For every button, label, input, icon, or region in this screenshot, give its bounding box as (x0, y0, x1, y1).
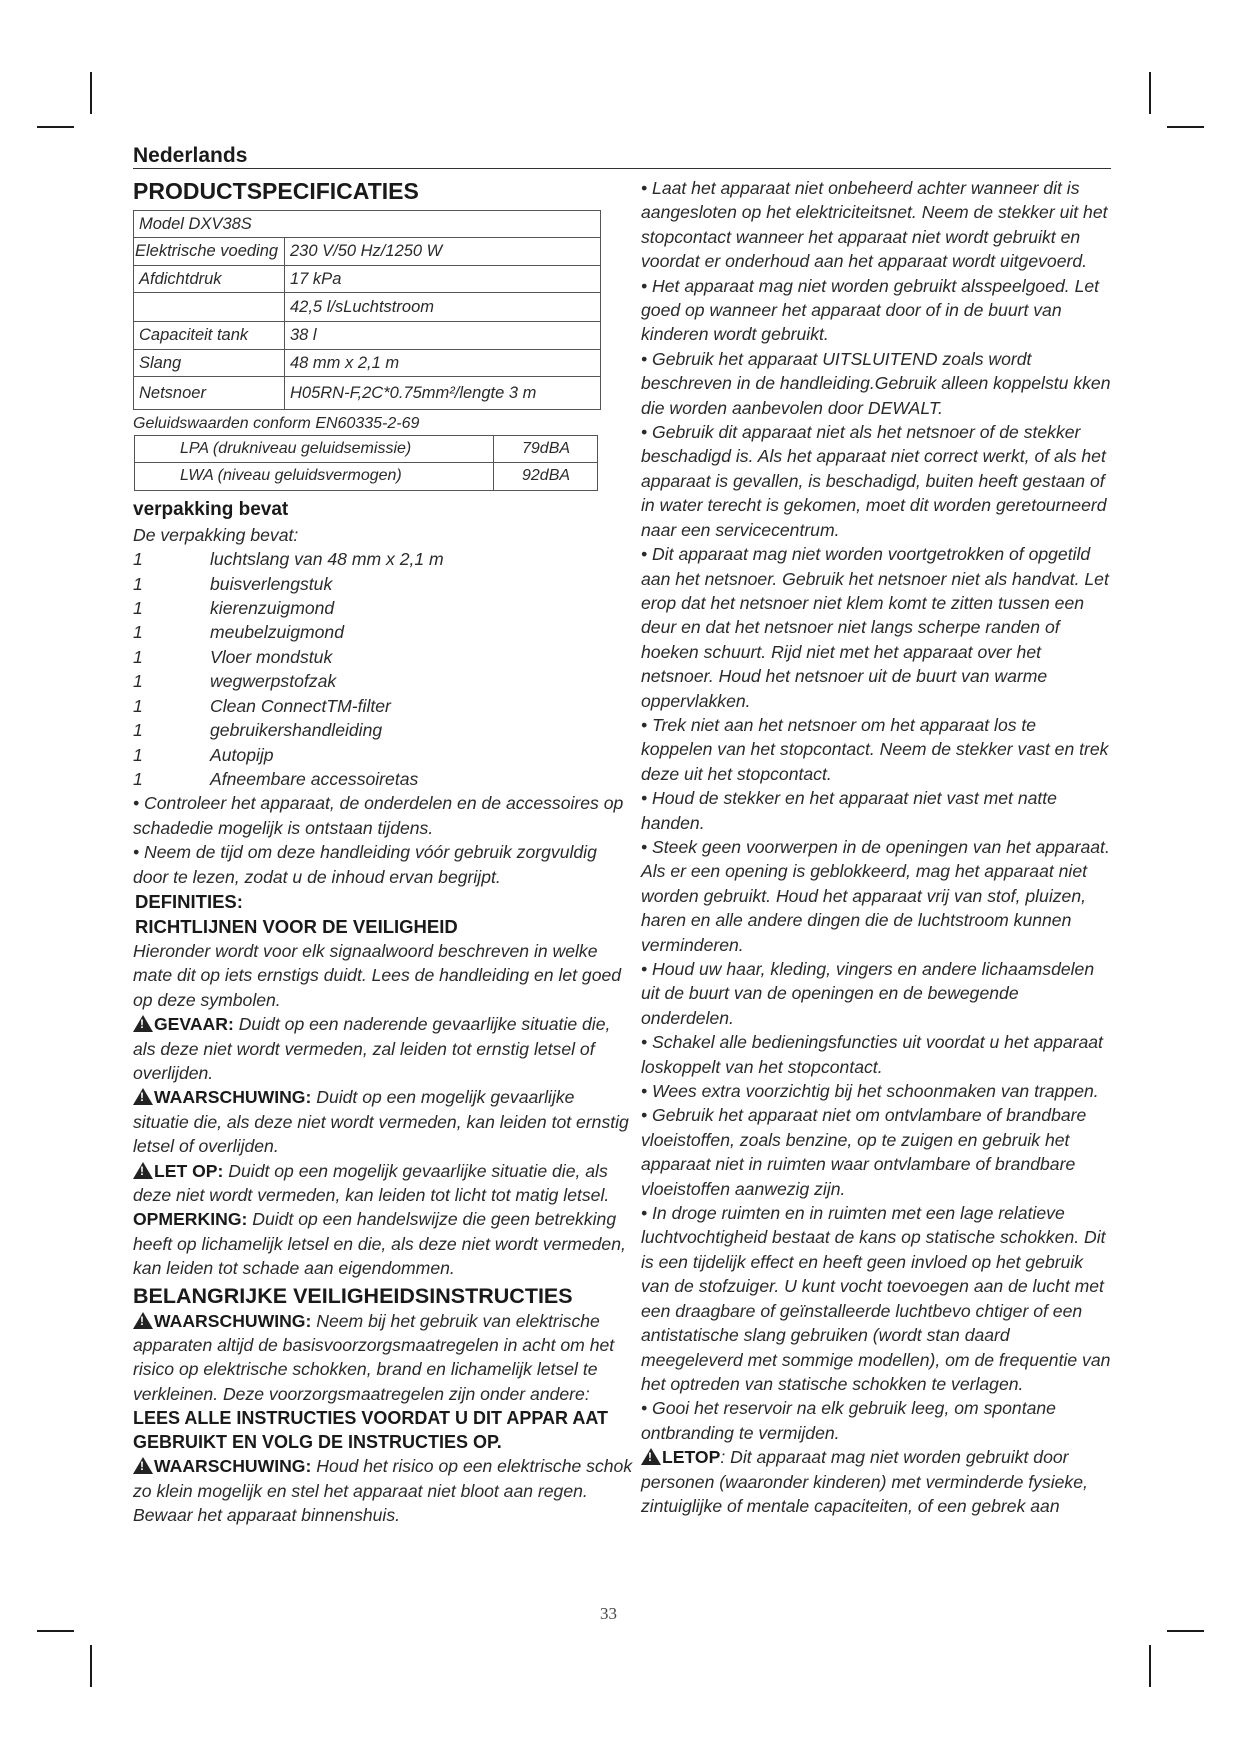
package-note: • Neem de tijd om deze handleiding vóór gebruik zorgvuldig door te lezen, zodat u de inhoud ervan begrijpt. (133, 842, 597, 887)
warning-rain (133, 1454, 633, 1527)
noise-row (135, 436, 598, 463)
definitions-title: DEFINITIES: (135, 890, 243, 912)
gevaar-definition (133, 1012, 633, 1085)
manual-page (133, 0, 1113, 1754)
warning-triangle-icon (641, 1448, 661, 1465)
crop-mark (90, 72, 92, 114)
spec-label: Slang (134, 349, 285, 376)
noise-caption: Geluidswaarden conform EN60335-2-69 (133, 415, 420, 433)
waarschuwing-text: Duidt op een mogelijk gevaarlijke situatie die, als deze niet wordt vermeden, kan leiden tot ernstig letsel of overlijden. (133, 1087, 629, 1157)
letop-text: Duidt op een mogelijk gevaarlijke situatie die, als deze niet wordt vermeden, kan leiden tot licht tot matig letsel. (133, 1160, 610, 1205)
package-qty: 1 (133, 622, 143, 643)
spec-label (134, 293, 285, 322)
warning-triangle-icon (133, 1015, 153, 1032)
specs-table (133, 210, 601, 410)
noise-value: 79dBA (494, 436, 598, 463)
right-column (641, 176, 1111, 1518)
spec-value: H05RN-F,2C*0.75mm²/lengte 3 m (285, 377, 601, 410)
package-name: Autopijp (210, 744, 274, 765)
package-item (133, 669, 633, 693)
safety-bullet: • Trek niet aan het netsnoer om het apparaat los te koppelen van het stopcontact. Neem de stekker vast en trek deze uit het stopcontact. (641, 714, 1109, 784)
safety-bullet: • Laat het apparaat niet onbeheerd achter wanneer dit is aangesloten op het elektriciteitsnet. Neem de stekker uit het stopcontact wanneer het apparaat niet wordt gebruikt en voordat er onderhoud aan het apparaat wordt uitgevoerd. (641, 178, 1108, 272)
package-title: verpakking bevat (133, 498, 289, 520)
package-qty: 1 (133, 768, 143, 789)
warning-label: WAARSCHUWING: (154, 1310, 312, 1331)
package-qty: 1 (133, 598, 143, 619)
safety-guidelines-title: RICHTLIJNEN VOOR DE VEILIGHEID (135, 915, 458, 937)
spec-row (134, 377, 601, 410)
noise-label: LWA (niveau geluidsvermogen) (135, 463, 494, 490)
package-item (133, 694, 633, 718)
package-qty: 1 (133, 744, 143, 765)
spec-label: Capaciteit tank (134, 322, 285, 349)
opmerking-text: Duidt op een handelswijze die geen betrekking heeft op lichamelijk letsel en die, als deze niet wordt vermeden, kan leiden tot schade aan eigendommen. (133, 1209, 626, 1279)
warning-text: Houd het risico op een elektrische schok zo klein mogelijk en stel het apparaat niet bloot aan regen. Bewaar het apparaat binnenshuis. (133, 1456, 633, 1526)
read-all-instructions: LEES ALLE INSTRUCTIES VOORDAT U DIT APPAR AAT GEBRUIKT EN VOLG DE INSTRUCTIES OP. (133, 1408, 609, 1453)
spec-value: 230 V/50 Hz/1250 W (285, 238, 601, 265)
spec-row (134, 265, 601, 292)
specs-title: PRODUCTSPECIFICATIES (133, 178, 419, 204)
spec-label: Netsnoer (134, 377, 285, 410)
crop-mark (1149, 72, 1151, 114)
safety-bullet: • Wees extra voorzichtig bij het schoonmaken van trappen. (641, 1081, 1099, 1102)
header-rule (133, 168, 1111, 169)
spec-row (134, 349, 601, 376)
spec-label: Afdichtdruk (134, 265, 285, 292)
package-name: luchtslang van 48 mm x 2,1 m (210, 549, 444, 570)
package-name: Clean ConnectTM-filter (210, 695, 391, 716)
package-name: buisverlengstuk (210, 573, 333, 594)
spec-row (134, 293, 601, 322)
warning-label: WAARSCHUWING: (154, 1456, 312, 1477)
safety-bullet: • Steek geen voorwerpen in de openingen van het apparaat. Als er een opening is geblokkeerd, mag het apparaat niet worden gebruikt. Houd het apparaat vrij van stof, pluizen, haren en alle andere dingen die de luchtstroom kunnen verminderen. (641, 836, 1110, 955)
waarschuwing-label: WAARSCHUWING: (154, 1087, 312, 1108)
crop-mark (37, 1630, 74, 1632)
gevaar-text: Duidt op een naderende gevaarlijke situatie die, als deze niet wordt vermeden, zal leiden tot ernstig letsel of overlijden. (133, 1014, 611, 1083)
spec-value: 17 kPa (285, 265, 601, 292)
package-item (133, 596, 633, 620)
safety-bullet: • Gebruik dit apparaat niet als het netsnoer of de stekker beschadigd is. Als het apparaat niet correct werkt, of als het apparaat is gevallen, is beschadigd, buiten heeft gestaan of in water terecht is gekomen, moet dit worden geretourneerd naar een servicecentrum. (641, 422, 1107, 540)
warning-text: Neem bij het gebruik van elektrische apparaten altijd de basisvoorzorgsmaatregelen in acht om het risico op elektrische schokken, brand en lichamelijk letsel te verkleinen. Deze voorzorgsmaatregelen zijn onder andere: (133, 1310, 615, 1404)
spec-model: Model DXV38S (134, 211, 601, 238)
crop-mark (90, 1645, 92, 1687)
letop-notice (641, 1445, 1111, 1518)
letop-label: LETOP (662, 1447, 721, 1468)
crop-mark (1167, 126, 1204, 128)
package-name: Afneembare accessoiretas (210, 768, 419, 789)
opmerking-label: OPMERKING: (133, 1209, 248, 1230)
spec-label: Elektrische voeding (134, 238, 285, 265)
package-name: meubelzuigmond (210, 622, 344, 643)
spec-row (134, 322, 601, 349)
important-safety-title: BELANGRIJKE VEILIGHEIDSINSTRUCTIES (133, 1283, 573, 1308)
left-column (133, 176, 633, 1527)
safety-bullet: • Gebruik het apparaat UITSLUITEND zoals wordt beschreven in de handleiding.Gebruik alleen koppelstu kken die worden aanbevolen door DEWALT. (641, 348, 1111, 418)
warning-triangle-icon (133, 1312, 153, 1329)
safety-bullet: • Gebruik het apparaat niet om ontvlambare of brandbare vloeistoffen, zoals benzine, op te zuigen en gebruik het apparaat niet in ruimten waar ontvlambare of brandbare vloeistoffen aanwezig zijn. (641, 1105, 1087, 1199)
package-item (133, 718, 633, 742)
package-qty: 1 (133, 549, 143, 570)
page-number: 33 (600, 1604, 617, 1623)
warning-general (133, 1309, 633, 1407)
package-qty: 1 (133, 671, 143, 692)
safety-bullet: • Dit apparaat mag niet worden voortgetrokken of opgetild aan het netsnoer. Gebruik het netsnoer niet als handvat. Let erop dat het netsnoer niet klem komt te zitten tussen een deur en dat het netsnoer niet langs scherpe randen of hoeken schuurt. Rijd niet met het apparaat over het netsnoer. Houd het netsnoer uit de buurt van warme oppervlakken. (641, 544, 1109, 711)
package-name: wegwerpstofzak (210, 671, 337, 692)
safety-bullet: • Houd uw haar, kleding, vingers en andere lichaamsdelen uit de buurt van de openingen en de bewegende onderdelen. (641, 959, 1095, 1028)
safety-bullet: • Houd de stekker en het apparaat niet vast met natte handen. (641, 788, 1057, 833)
package-qty: 1 (133, 573, 143, 594)
safety-bullet: • Schakel alle bedieningsfuncties uit voordat u het apparaat loskoppelt van het stopcontact. (641, 1032, 1103, 1077)
spec-row (134, 211, 601, 238)
language-header: Nederlands (133, 144, 248, 167)
safety-bullet: • Gooi het reservoir na elk gebruik leeg, om spontane ontbranding te vermijden. (641, 1398, 1056, 1443)
package-item (133, 620, 633, 644)
safety-bullet: • In droge ruimten en in ruimten met een lage relatieve luchtvochtigheid bestaat de kans op statische schokken. Dit is een tijdelijk effect en heeft geen invloed op het gebruik van de stofzuiger. U kunt vocht toevoegen aan de lucht met een draagbare of geïnstalleerde luchtbevo chtiger of een antistatische slang gebruiken (wordt stan daard meegeleverd met sommige modellen), om de frequentie van het optreden van statische schokken te verlagen. (641, 1203, 1111, 1394)
spec-value: 38 l (285, 322, 601, 349)
safety-bullet: • Het apparaat mag niet worden gebruikt alsspeelgoed. Let goed op wanneer het apparaat door of in de buurt van kinderen wordt gebruikt. (641, 275, 1100, 345)
crop-mark (37, 126, 74, 128)
package-name: Vloer mondstuk (210, 646, 333, 667)
warning-triangle-icon (133, 1457, 153, 1474)
package-qty: 1 (133, 695, 143, 716)
definitions-intro: Hieronder wordt voor elk signaalwoord beschreven in welke mate dit op iets ernstigs duidt. Lees de handleiding en let goed op deze symbolen. (133, 940, 622, 1010)
package-name: gebruikershandleiding (210, 720, 383, 741)
spec-value: 48 mm x 2,1 m (285, 349, 601, 376)
package-item (133, 645, 633, 669)
package-item (133, 547, 633, 571)
letop-label: LET OP: (154, 1160, 224, 1181)
spec-value: 42,5 l/sLuchtstroom (285, 293, 601, 322)
noise-row (135, 463, 598, 490)
letop-definition (133, 1159, 633, 1208)
package-item (133, 767, 633, 791)
letop-text: : Dit apparaat mag niet worden gebruikt door personen (waaronder kinderen) met verminderde fysieke, zintuiglijke of mentale capaciteiten, of een gebrek aan (641, 1447, 1088, 1516)
package-name: kierenzuigmond (210, 598, 335, 619)
package-qty: 1 (133, 720, 143, 741)
package-item (133, 743, 633, 767)
warning-triangle-icon (133, 1162, 153, 1179)
noise-table (134, 435, 598, 491)
opmerking-definition (133, 1207, 633, 1280)
noise-label: LPA (drukniveau geluidsemissie) (135, 436, 494, 463)
warning-triangle-icon (133, 1088, 153, 1105)
spec-row (134, 238, 601, 265)
gevaar-label: GEVAAR: (154, 1014, 234, 1035)
package-intro: De verpakking bevat: (133, 524, 299, 545)
crop-mark (1167, 1630, 1204, 1632)
package-qty: 1 (133, 646, 143, 667)
crop-mark (1149, 1645, 1151, 1687)
package-note: • Controleer het apparaat, de onderdelen en de accessoires op schadedie mogelijk is ontstaan tijdens. (133, 793, 624, 838)
package-item (133, 572, 633, 596)
noise-value: 92dBA (494, 463, 598, 490)
waarschuwing-definition (133, 1085, 633, 1158)
